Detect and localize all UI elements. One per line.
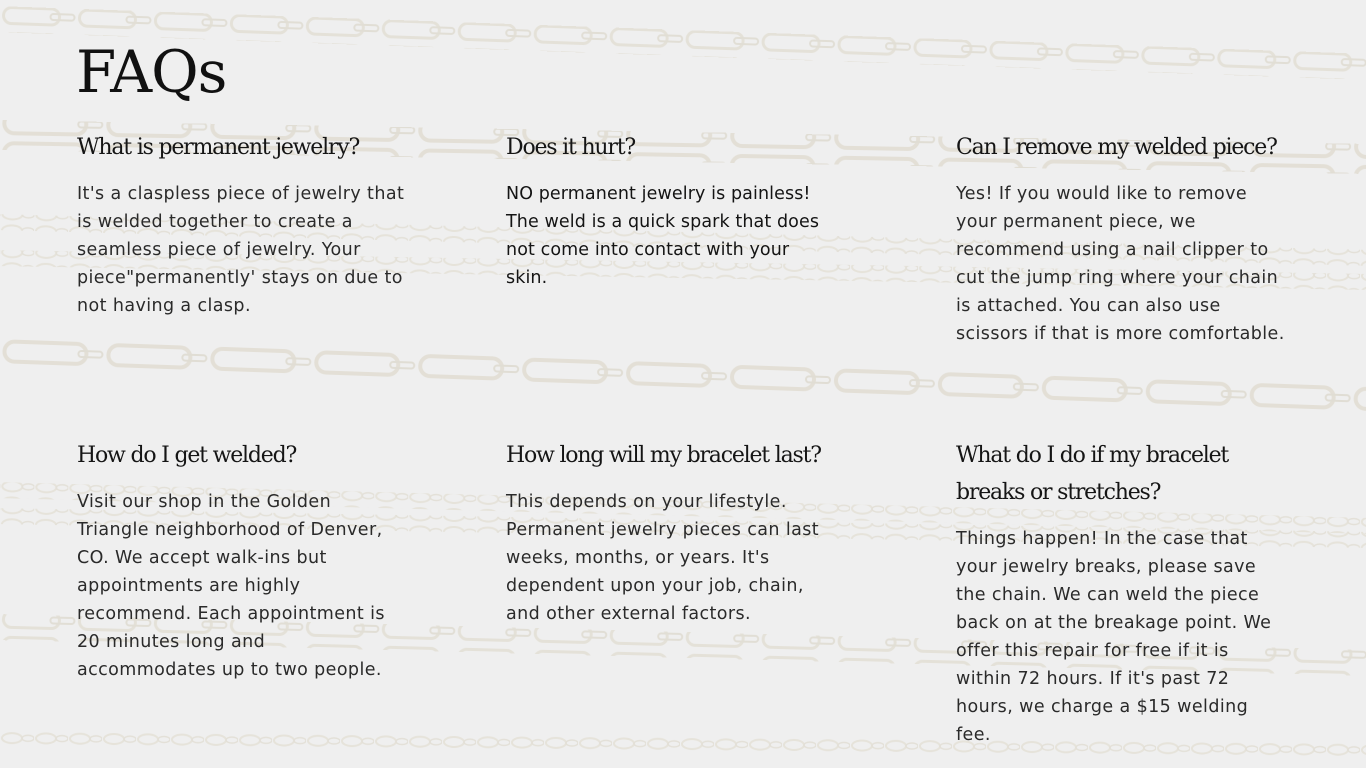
faq-item-remove: [956, 129, 1286, 348]
faq-item-what-is: [77, 129, 407, 320]
faq-answer: This depends on your lifestyle. Permanent jewelry pieces can last weeks, months, or years. It's dependent upon your job, chain, and other external factors.: [506, 492, 819, 624]
faq-answer: Things happen! In the case that your jewelry breaks, please save the chain. We can weld the piece back on at the breakage point. We offer this repair for free if it is within 72 hours. If it's past 72 hours, we charge a $15 welding fee.: [956, 529, 1272, 745]
faq-question: How long will my bracelet last?: [506, 443, 821, 468]
faq-question: What do I do if my bracelet breaks or stretches?: [956, 443, 1229, 505]
faq-answer: NO permanent jewelry is painless! The weld is a quick spark that does not come into contact with your skin.: [506, 184, 820, 288]
faq-item-does-it-hurt: [506, 129, 836, 292]
page-title: FAQs: [76, 38, 227, 106]
faq-item-breaks: [956, 437, 1286, 749]
faq-answer: Visit our shop in the Golden Triangle neighborhood of Denver, CO. We accept walk-ins but appointments are highly recommend. Each appointment is 20 minutes long and accommodates up to two people.: [77, 492, 385, 680]
faq-question: Can I remove my welded piece?: [956, 135, 1277, 160]
faq-item-how-long: [506, 437, 836, 628]
faq-answer: Yes! If you would like to remove your permanent piece, we recommend using a nail clipper to cut the jump ring where your chain is attached. You can also use scissors if that is more comfortable.: [956, 184, 1285, 344]
faq-question: How do I get welded?: [77, 443, 297, 468]
faq-item-get-welded: [77, 437, 407, 684]
faq-question: Does it hurt?: [506, 135, 635, 160]
faq-question: What is permanent jewelry?: [77, 135, 360, 160]
faq-answer: It's a claspless piece of jewelry that is welded together to create a seamless piece of jewelry. Your piece"permanently' stays on due to not having a clasp.: [77, 184, 405, 316]
